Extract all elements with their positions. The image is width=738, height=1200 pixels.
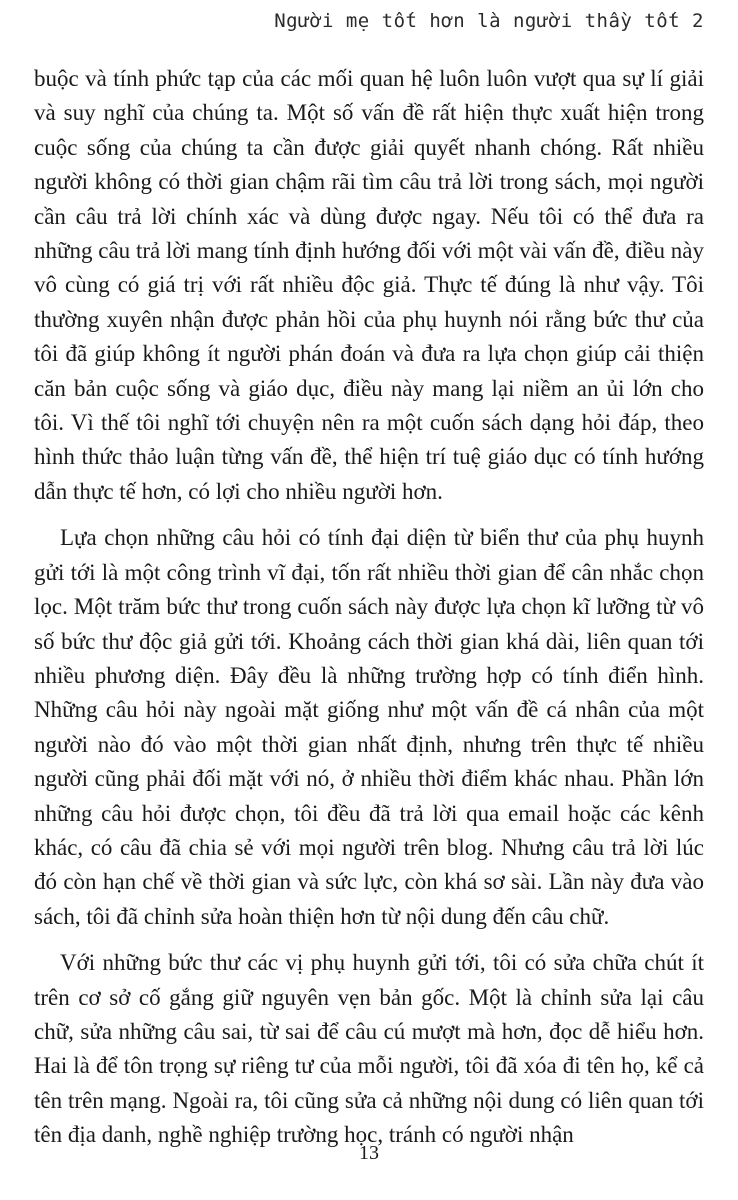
running-header: Người mẹ tốt hơn là người thầy tốt 2	[274, 10, 704, 32]
page-number: 13	[359, 1142, 379, 1164]
paragraph-selection: Lựa chọn những câu hỏi có tính đại diện từ biển thư của phụ huynh gửi tới là một công trình vĩ đại, tốn rất nhiều thời gian để cân nhắc chọn lọc. Một trăm bức thư trong cuốn sách này được lựa chọn kĩ lưỡng từ vô số bức thư độc giả gửi tới. Khoảng cách thời gian khá dài, liên quan tới nhiều phương diện. Đây đều là những trường hợp có tính điển hình. Những câu hỏi này ngoài mặt giống như một vấn đề cá nhân của một người nào đó vào một thời gian nhất định, nhưng trên thực tế nhiều người cũng phải đối mặt với nó, ở nhiều thời điểm khác nhau. Phần lớn những câu hỏi được chọn, tôi đều đã trả lời qua email hoặc các kênh khác, có câu đã chia sẻ với mọi người trên blog. Nhưng câu trả lời lúc đó còn hạn chế về thời gian và sức lực, còn khá sơ sài. Lần này đưa vào sách, tôi đã chỉnh sửa hoàn thiện hơn từ nội dung đến câu chữ.	[34, 525, 704, 929]
body-text	[34, 62, 704, 1165]
paragraph-continuation: buộc và tính phức tạp của các mối quan hệ luôn luôn vượt qua sự lí giải và suy nghĩ của chúng ta. Một số vấn đề rất hiện thực xuất hiện trong cuộc sống của chúng ta cần được giải quyết nhanh chóng. Rất nhiều người không có thời gian chậm rãi tìm câu trả lời trong sách, mọi người cần câu trả lời chính xác và dùng được ngay. Nếu tôi có thể đưa ra những câu trả lời mang tính định hướng đối với một vài vấn đề, điều này vô cùng có giá trị với rất nhiều độc giả. Thực tế đúng là như vậy. Tôi thường xuyên nhận được phản hồi của phụ huynh nói rằng bức thư của tôi đã giúp không ít người phán đoán và đưa ra lựa chọn giúp cải thiện căn bản cuộc sống và giáo dục, điều này mang lại niềm an ủi lớn cho tôi. Vì thế tôi nghĩ tới chuyện nên ra một cuốn sách dạng hỏi đáp, theo hình thức thảo luận từng vấn đề, thể hiện trí tuệ giáo dục có tính hướng dẫn thực tế hơn, có lợi cho nhiều người hơn.	[34, 66, 704, 504]
paragraph-editing: Với những bức thư các vị phụ huynh gửi tới, tôi có sửa chữa chút ít trên cơ sở cố gắng giữ nguyên vẹn bản gốc. Một là chỉnh sửa lại câu chữ, sửa những câu sai, từ sai để câu cú mượt mà hơn, đọc dễ hiểu hơn. Hai là để tôn trọng sự riêng tư của mỗi người, tôi đã xóa đi tên họ, kể cả tên trên mạng. Ngoài ra, tôi cũng sửa cả những nội dung có liên quan tới tên địa danh, nghề nghiệp trường học, tránh có người nhận	[34, 950, 704, 1148]
